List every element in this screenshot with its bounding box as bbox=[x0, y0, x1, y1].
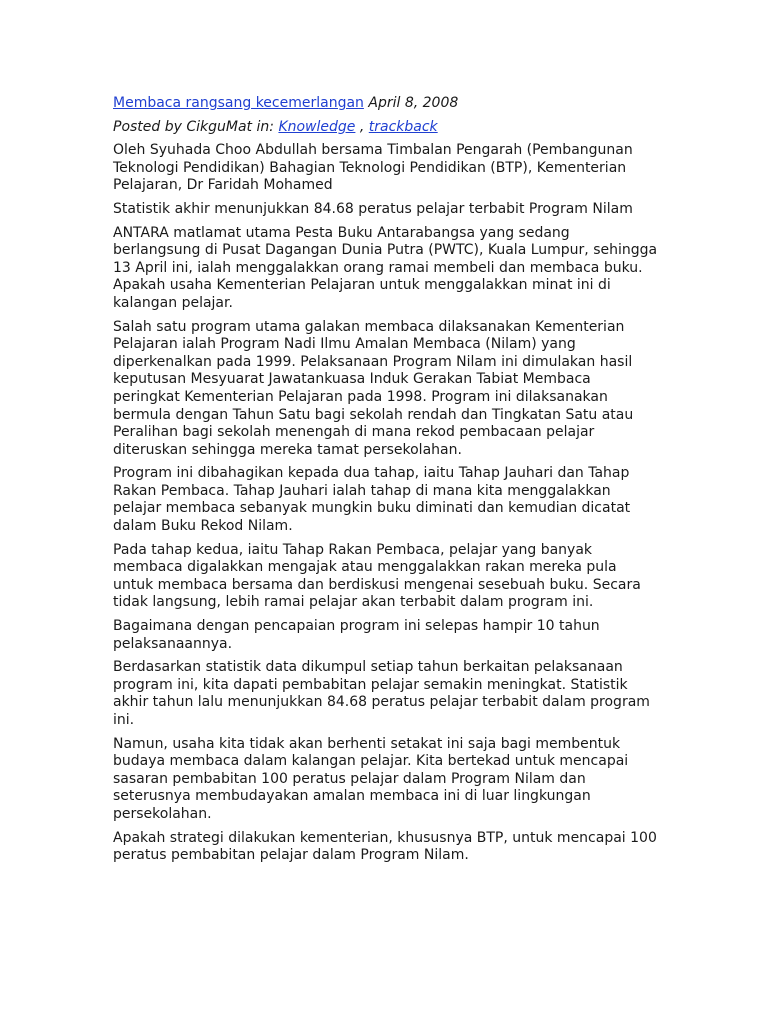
article bbox=[113, 95, 661, 871]
meta-separator: , bbox=[359, 118, 365, 135]
paragraph: ANTARA matlamat utama Pesta Buku Antarabangsa yang sedang berlangsung di Pusat Dagangan Dunia Putra (PWTC), Kuala Lumpur, sehingga 13 April ini, ialah menggalakkan orang ramai membeli dan membaca buku. Apakah usaha Kementerian Pelajaran untuk menggalakkan minat ini di kalangan pelajar. bbox=[113, 224, 658, 311]
category-link[interactable]: Knowledge bbox=[278, 118, 356, 135]
paragraph: Pada tahap kedua, iaitu Tahap Rakan Pembaca, pelajar yang banyak membaca digalakkan mengajak atau menggalakkan rakan mereka pula untuk membaca bersama dan berdiskusi mengenai sesebuah buku. Secara tidak langsung, lebih ramai pelajar akan terbabit dalam program ini. bbox=[113, 541, 641, 611]
posted-by-text: Posted by CikguMat in: bbox=[113, 118, 274, 135]
paragraph: Bagaimana dengan pencapaian program ini selepas hampir 10 tahun pelaksanaannya. bbox=[113, 618, 600, 652]
paragraph: Namun, usaha kita tidak akan berhenti setakat ini saja bagi membentuk budaya membaca dalam kalangan pelajar. Kita bertekad untuk mencapai sasaran pembabitan 100 peratus pelajar dalam Program Nilam dan seterusnya membudayakan amalan membaca ini di luar lingkungan persekolahan. bbox=[113, 735, 629, 822]
post-date: April 8, 2008 bbox=[368, 95, 459, 111]
paragraph-byline: Oleh Syuhada Choo Abdullah bersama Timbalan Pengarah (Pembangunan Teknologi Pendidikan) Bahagian Teknologi Pendidikan (BTP), Kementerian Pelajaran, Dr Faridah Mohamed bbox=[113, 142, 633, 194]
post-title-link[interactable]: Membaca rangsang kecemerlangan bbox=[113, 95, 364, 111]
paragraph: Apakah strategi dilakukan kementerian, khususnya BTP, untuk mencapai 100 peratus pembabitan pelajar dalam Program Nilam. bbox=[113, 829, 657, 864]
paragraph: Salah satu program utama galakan membaca dilaksanakan Kementerian Pelajaran ialah Program Nadi Ilmu Amalan Membaca (Nilam) yang diperkenalkan pada 1999. Pelaksanaan Program Nilam ini dimulakan hasil keputusan Mesyuarat Jawatankuasa Induk Gerakan Tabiat Membaca peringkat Kementerian Pelajaran pada 1998. Program ini dilaksanakan bermula dengan Tahun Satu bagi sekolah rendah dan Tingkatan Satu atau Peralihan bagi sekolah menengah di mana rekod pembacaan pelajar diteruskan sehingga mereka tamat persekolahan. bbox=[113, 318, 634, 458]
post-meta bbox=[113, 119, 661, 137]
trackback-link[interactable]: trackback bbox=[368, 118, 438, 135]
paragraph-subheading: Statistik akhir menunjukkan 84.68 peratus pelajar terbabit Program Nilam bbox=[113, 200, 633, 217]
paragraph: Program ini dibahagikan kepada dua tahap, iaitu Tahap Jauhari dan Tahap Rakan Pembaca. Tahap Jauhari ialah tahap di mana kita menggalakkan pelajar membaca sebanyak mungkin buku diminati dan kemudian dicatat dalam Buku Rekod Nilam. bbox=[113, 465, 631, 535]
paragraph: Berdasarkan statistik data dikumpul setiap tahun berkaitan pelaksanaan program ini, kita dapati pembabitan pelajar semakin meningkat. Statistik akhir tahun lalu menunjukkan 84.68 peratus pelajar terbabit dalam program ini. bbox=[113, 659, 650, 728]
post-header bbox=[113, 95, 661, 113]
